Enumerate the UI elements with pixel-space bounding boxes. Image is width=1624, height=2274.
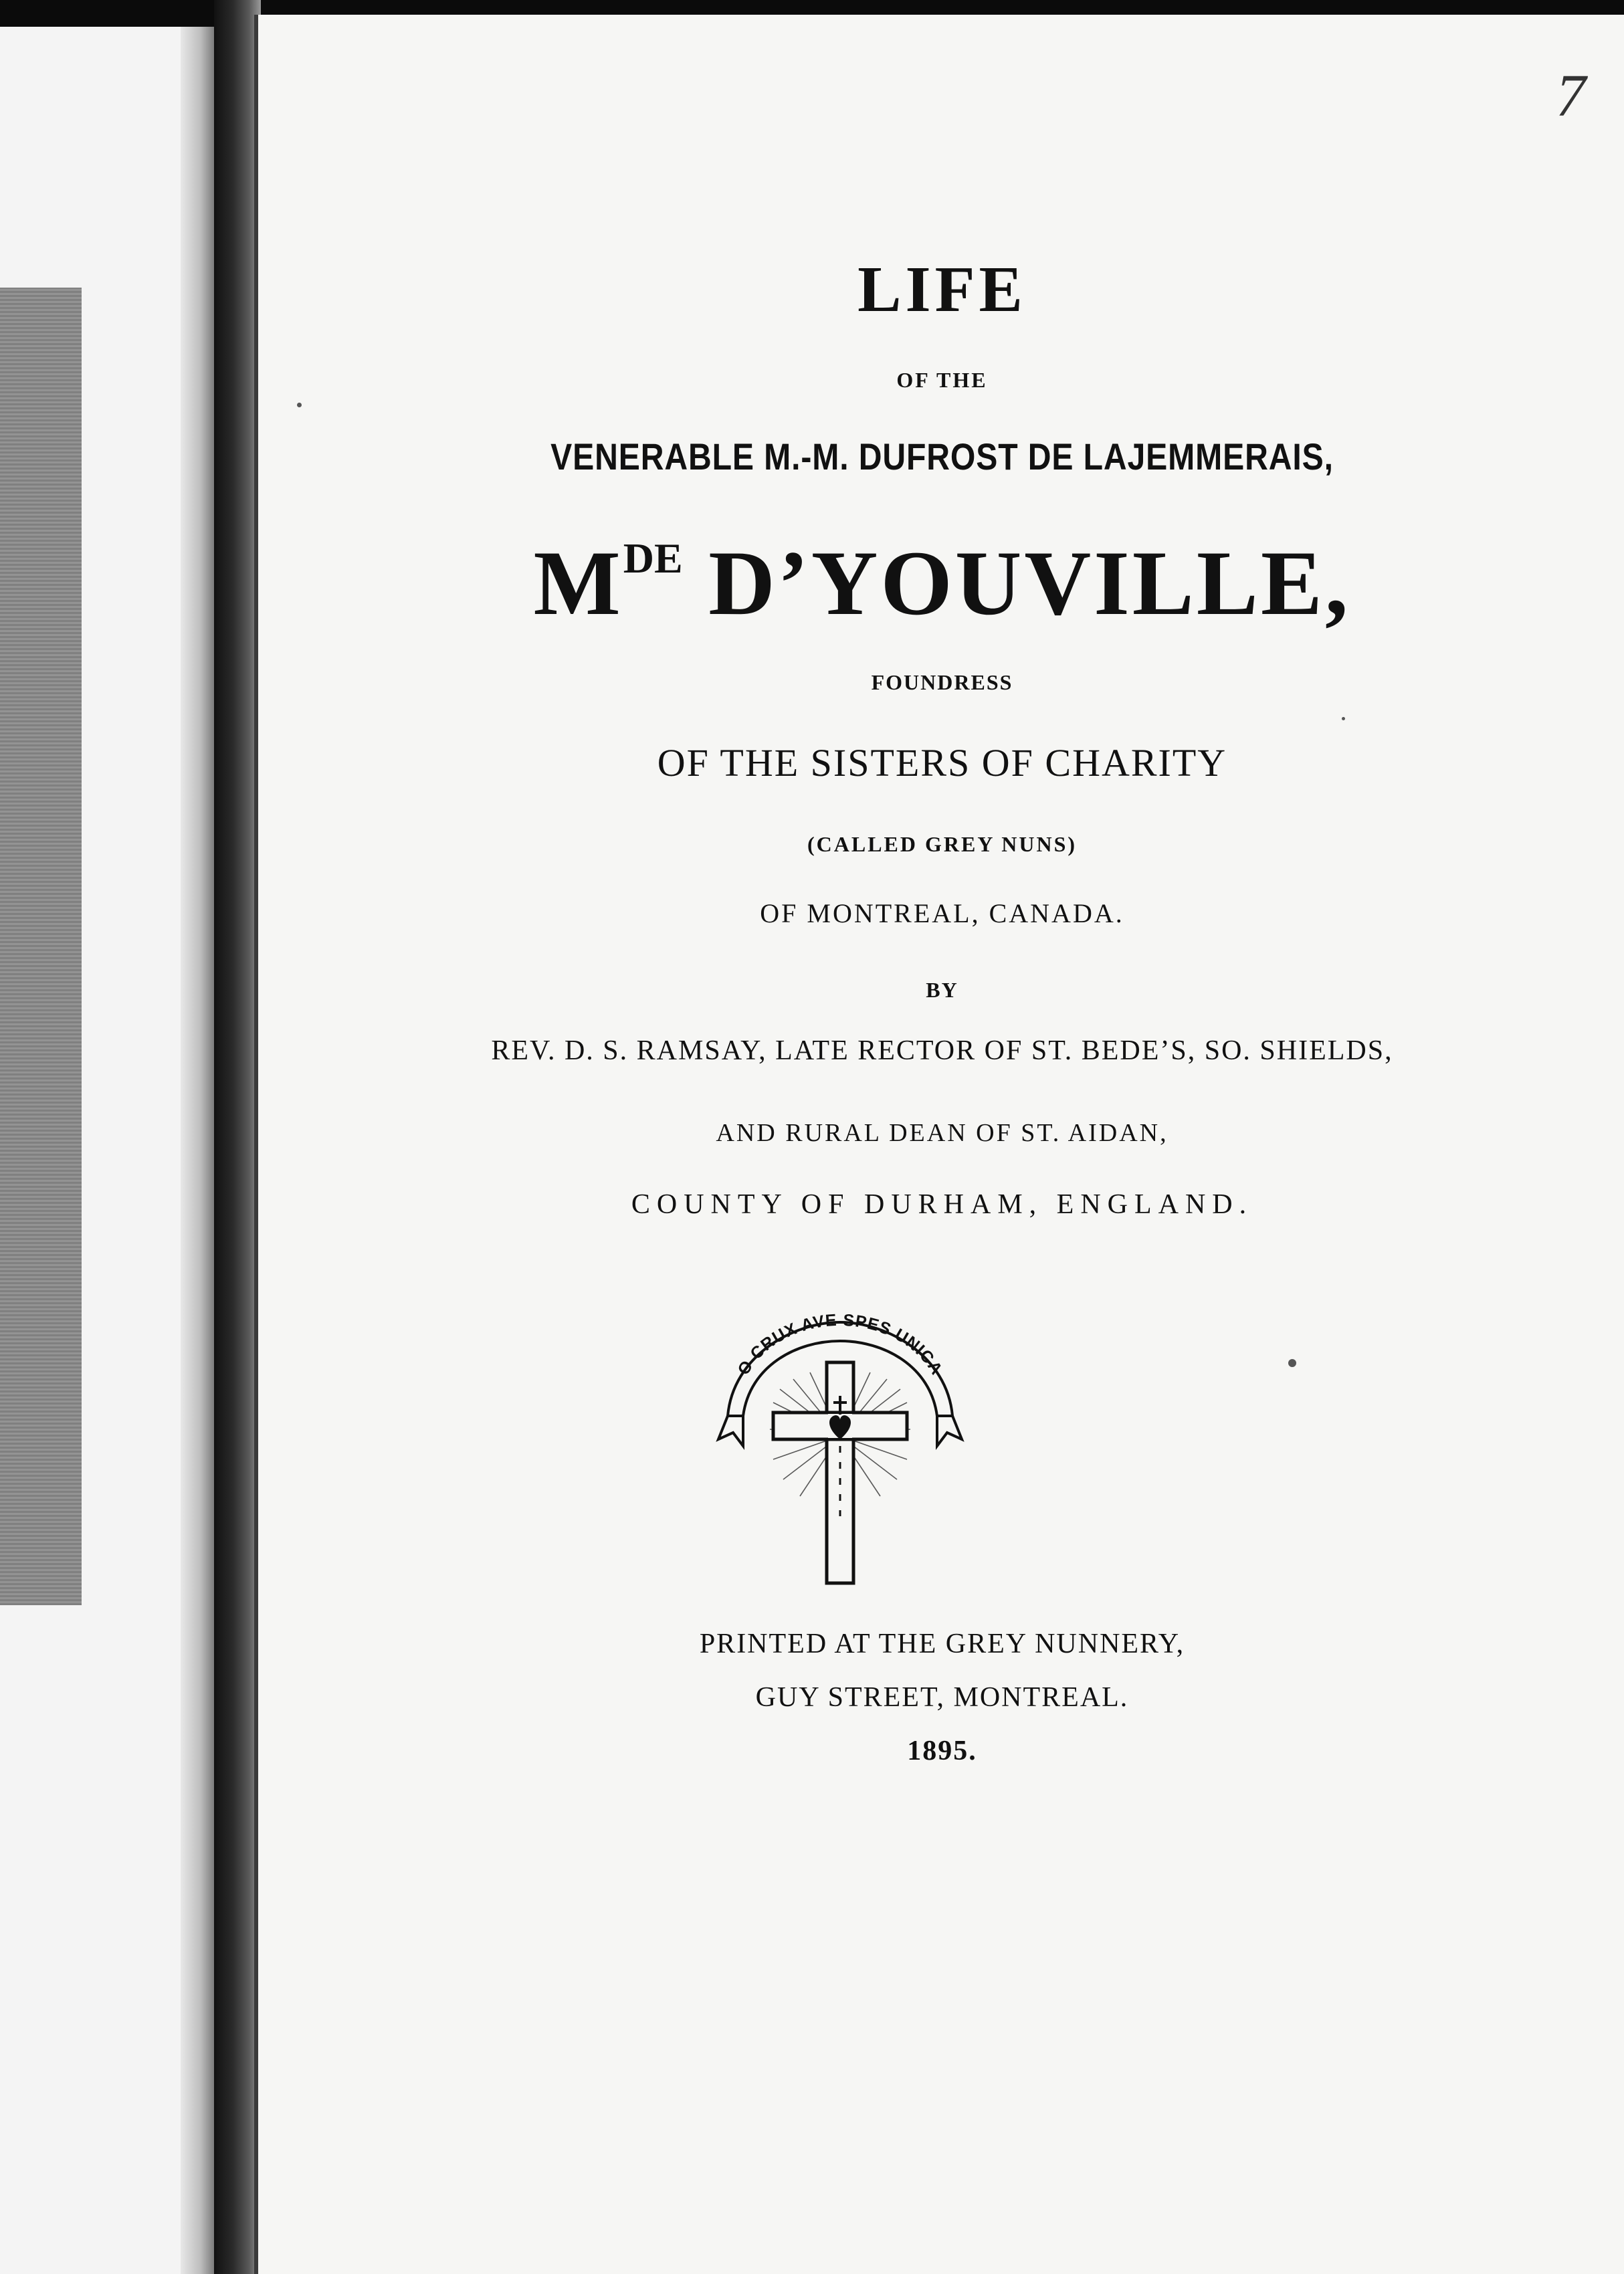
title-connector: OF THE — [896, 368, 988, 392]
name-prefix: M — [533, 532, 623, 634]
emblem-motto: O CRUX AVE SPES UNICA — [734, 1310, 946, 1378]
paper-speck — [1342, 717, 1345, 720]
frontispiece-plate-edge — [0, 288, 82, 1605]
order-alias: (CALLED GREY NUNS) — [807, 832, 1078, 856]
author-title-line: AND RURAL DEAN OF ST. AIDAN, — [716, 1119, 1169, 1147]
order-location: OF MONTREAL, CANADA. — [760, 898, 1124, 928]
author-county-line: COUNTY OF DURHAM, ENGLAND. — [631, 1189, 1253, 1220]
paper-speck — [297, 403, 302, 407]
margin-mark: 7 — [1556, 63, 1586, 129]
facing-page-edge — [181, 27, 214, 2274]
facing-page — [0, 27, 214, 2274]
author-line: REV. D. S. RAMSAY, LATE RECTOR OF ST. BEDE’S, SO. SHIELDS, — [491, 1035, 1393, 1066]
paper-speck — [1288, 1359, 1296, 1367]
name-superscript: DE — [623, 534, 683, 582]
imprint-line: PRINTED AT THE GREY NUNNERY, — [699, 1629, 1185, 1659]
by-label: BY — [926, 978, 958, 1002]
title-page — [254, 15, 1624, 2274]
imprint-address: GUY STREET, MONTREAL. — [755, 1682, 1129, 1713]
order-name: OF THE SISTERS OF CHARITY — [657, 741, 1227, 785]
name-main: D’YOUVILLE, — [708, 532, 1351, 634]
title: LIFE — [857, 253, 1027, 326]
foundress-label: FOUNDRESS — [871, 670, 1013, 694]
subject-line: VENERABLE M.-M. DUFROST DE LAJEMMERAIS, — [550, 435, 1334, 478]
publication-year: 1895. — [907, 1736, 977, 1766]
subject-name — [258, 530, 1624, 636]
cross-emblem-icon — [713, 1296, 967, 1590]
